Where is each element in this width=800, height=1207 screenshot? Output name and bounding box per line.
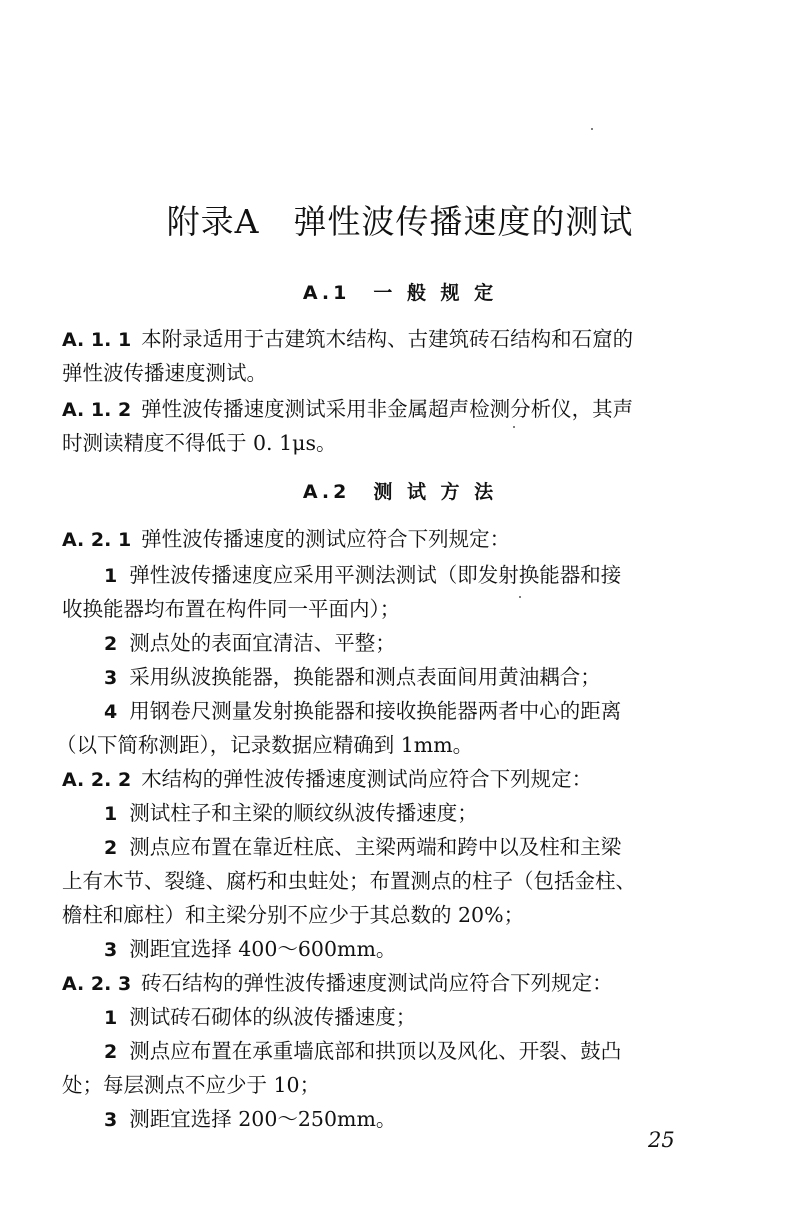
clause-text: 弹性波传播速度的测试应符合下列规定： (141, 527, 511, 551)
clause-number: A. 2. 3 (62, 973, 132, 995)
clause-number: A. 1. 1 (62, 329, 132, 351)
item-number: 1 (104, 1007, 118, 1029)
item-text: 测点处的表面宜清洁、平整； (129, 631, 396, 655)
item-number: 3 (104, 1109, 118, 1131)
clause-text: 砖石结构的弹性波传播速度测试尚应符合下列规定： (141, 971, 613, 995)
page-number: 25 (648, 1128, 675, 1152)
clause-a22-item2-line3: 檐柱和廊柱）和主梁分别不应少于其总数的 20%； (62, 903, 525, 927)
clause-a23-intro (62, 968, 613, 999)
item-text: 测点应布置在靠近柱底、主梁两端和跨中以及柱和主梁 (129, 835, 622, 859)
scan-speck (519, 596, 521, 598)
clause-a21-item1-line1 (104, 560, 621, 591)
clause-a22-item1 (104, 798, 478, 829)
clause-number: A. 1. 2 (62, 399, 132, 421)
item-text: 弹性波传播速度应采用平测法测试（即发射换能器和接 (129, 563, 622, 587)
clause-number: A. 2. 1 (62, 529, 132, 551)
clause-number: A. 2. 2 (62, 769, 132, 791)
clause-a21-item4-line2: （以下简称测距），记录数据应精确到 1mm。 (56, 733, 474, 757)
clause-text: 木结构的弹性波传播速度测试尚应符合下列规定： (141, 767, 593, 791)
item-text: 测距宜选择 200～250mm。 (129, 1107, 397, 1131)
scan-speck (591, 128, 593, 130)
item-number: 2 (104, 633, 118, 655)
item-text: 采用纵波换能器，换能器和测点表面间用黄油耦合； (129, 665, 601, 689)
clause-a21-item2 (104, 628, 396, 659)
item-number: 2 (104, 837, 118, 859)
clause-a21-intro (62, 524, 510, 555)
scan-speck (513, 426, 515, 428)
item-text: 测试砖石砌体的纵波传播速度； (129, 1005, 417, 1029)
clause-a23-item1 (104, 1002, 416, 1033)
clause-a11-line1 (62, 324, 633, 355)
item-number: 1 (104, 803, 118, 825)
clause-a22-item2-line1 (104, 832, 621, 863)
appendix-title: 附录A 弹性波传播速度的测试 (166, 202, 634, 241)
clause-a21-item1-line2: 收换能器均布置在构件同一平面内）； (62, 597, 401, 621)
clause-a12-line1 (62, 394, 633, 425)
clause-a21-item4-line1 (104, 696, 621, 727)
item-text: 测点应布置在承重墙底部和拱顶以及风化、开裂、鼓凸 (129, 1039, 622, 1063)
item-text: 测距宜选择 400～600mm。 (129, 937, 397, 961)
item-number: 4 (104, 701, 118, 723)
item-number: 3 (104, 939, 118, 961)
clause-a23-item2-line2: 处；每层测点不应少于 10； (62, 1073, 321, 1097)
item-text: 用钢卷尺测量发射换能器和接收换能器两者中心的距离 (129, 699, 622, 723)
section-heading-a2: A.2 测 试 方 法 (302, 481, 498, 503)
item-number: 1 (104, 565, 118, 587)
clause-text: 本附录适用于古建筑木结构、古建筑砖石结构和石窟的 (141, 327, 634, 351)
clause-text: 弹性波传播速度测试采用非金属超声检测分析仪，其声 (141, 397, 634, 421)
item-number: 2 (104, 1041, 118, 1063)
clause-a11-line2: 弹性波传播速度测试。 (62, 361, 267, 385)
clause-a22-item3 (104, 934, 396, 965)
clause-a22-intro (62, 764, 592, 795)
clause-a22-item2-line2: 上有木节、裂缝、腐朽和虫蛀处；布置测点的柱子（包括金柱、 (62, 869, 636, 893)
clause-a23-item2-line1 (104, 1036, 621, 1067)
clause-a12-line2: 时测读精度不得低于 0. 1μs。 (62, 431, 337, 455)
item-text: 测试柱子和主梁的顺纹纵波传播速度； (129, 801, 478, 825)
section-heading-a1: A.1 一 般 规 定 (302, 282, 498, 304)
clause-a23-item3 (104, 1104, 396, 1135)
clause-a21-item3 (104, 662, 601, 693)
item-number: 3 (104, 667, 118, 689)
